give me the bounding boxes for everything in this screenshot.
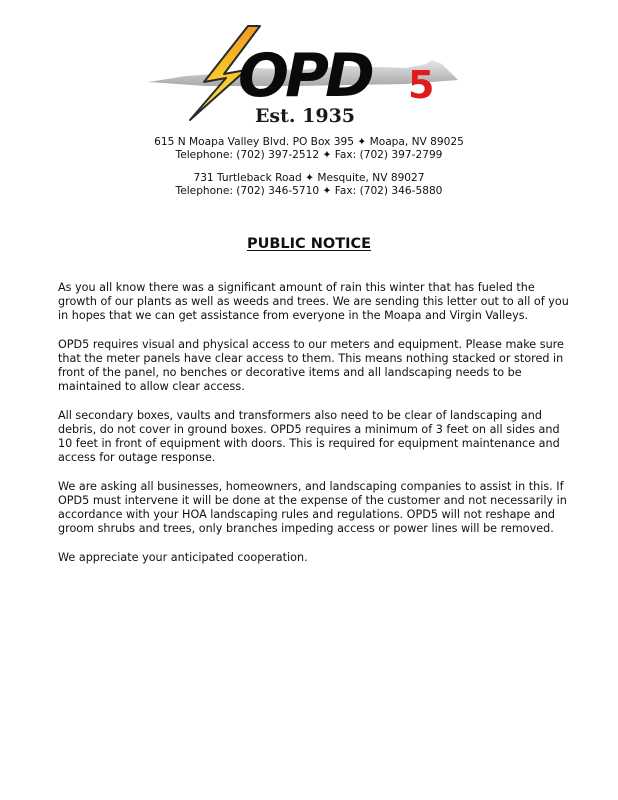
- paragraph-closing: [58, 551, 578, 565]
- text-line: We appreciate your anticipated cooperation.: [58, 550, 308, 564]
- text-line: growth of our plants as well as weeds and trees. We are sending this letter out to all of you: [58, 295, 569, 309]
- text-line: As you all know there was a significant amount of rain this winter that has fueled the: [58, 281, 535, 294]
- text-line: debris, do not cover in ground boxes. OPD5 requires a minimum of 3 feet on all sides and: [58, 423, 560, 436]
- text-line: groom shrubs and trees, only branches impeding access or power lines will be removed.: [58, 522, 554, 536]
- text-line: We are asking all businesses, homeowners, and landscaping companies to assist in this. If: [58, 479, 564, 493]
- text-line: front of the panel, no benches or decorative items and all landscaping needs to be: [58, 366, 522, 380]
- logo-established: Est. 1935: [254, 105, 356, 127]
- text-line: OPD5 requires visual and physical access to our meters and equipment. Please make sure: [58, 337, 564, 351]
- logo-text: OPD: [238, 41, 371, 111]
- notice-title: PUBLIC NOTICE: [246, 236, 372, 252]
- phone-fax-line: Telephone: (702) 346-5710 ✦ Fax: (702) 346-5880: [175, 185, 443, 197]
- paragraph-rain-growth: [58, 281, 578, 324]
- notice-body: [58, 281, 578, 579]
- text-line: accordance with your HOA landscaping rules and regulations. OPD5 will not reshape and: [58, 508, 556, 522]
- opd5-logo: [146, 24, 464, 128]
- address-block-mesquite: [0, 172, 618, 198]
- text-line: 10 feet in front of equipment with doors. This is required for equipment maintenance and: [58, 437, 560, 451]
- address-block-moapa: [0, 136, 618, 162]
- text-line: in hopes that we can get assistance from everyone in the Moapa and Virgin Valleys.: [58, 309, 529, 323]
- address-line: 615 N Moapa Valley Blvd. PO Box 395 ✦ Moapa, NV 89025: [154, 136, 464, 148]
- paragraph-meter-access: [58, 338, 578, 395]
- paragraph-equipment-clearance: [58, 409, 578, 466]
- text-line: access for outage response.: [58, 451, 216, 465]
- logo-number: 5: [408, 63, 435, 107]
- phone-fax-line: Telephone: (702) 397-2512 ✦ Fax: (702) 397-2799: [175, 149, 443, 161]
- text-line: that the meter panels have clear access to them. This means nothing stacked or stored in: [58, 352, 564, 365]
- text-line: maintained to allow clear access.: [58, 380, 245, 394]
- paragraph-assistance-request: [58, 480, 578, 537]
- address-line: 731 Turtleback Road ✦ Mesquite, NV 89027: [193, 172, 425, 184]
- text-line: All secondary boxes, vaults and transformers also need to be clear of landscaping and: [58, 408, 542, 422]
- text-line: OPD5 must intervene it will be done at the expense of the customer and not necessarily in: [58, 494, 567, 507]
